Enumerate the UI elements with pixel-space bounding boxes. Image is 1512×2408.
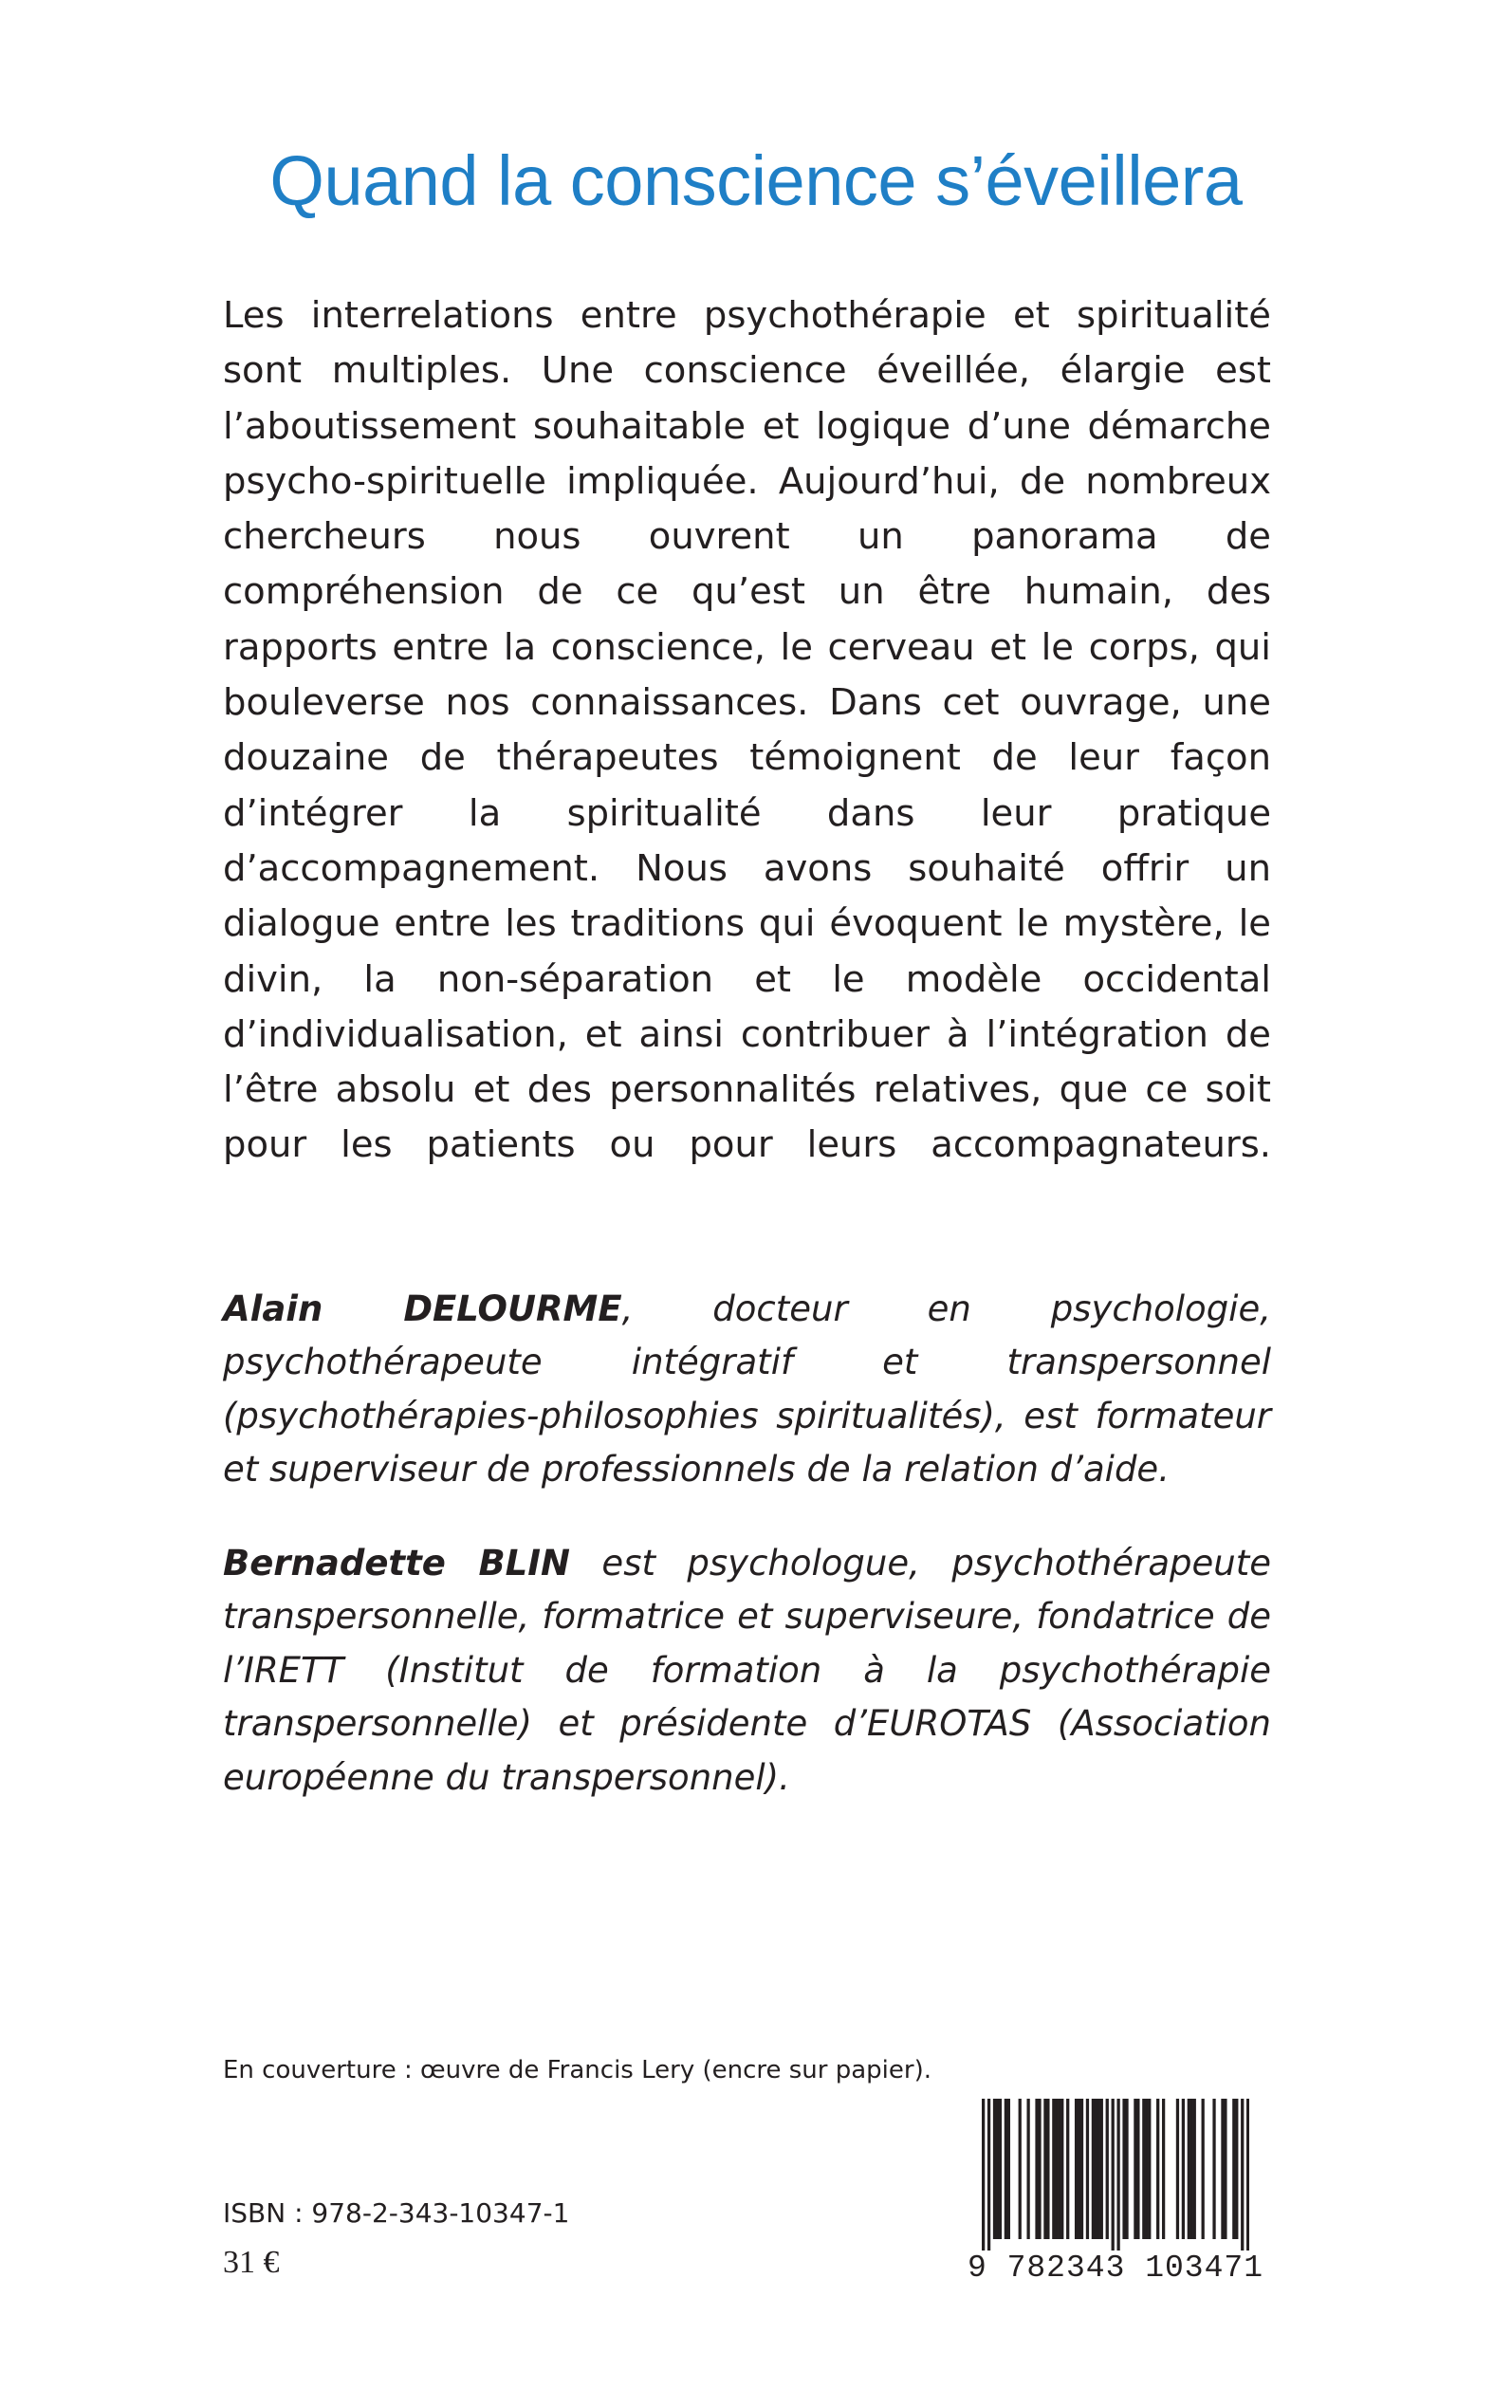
- barcode-bar: [999, 2099, 1002, 2239]
- barcode-bar: [1112, 2099, 1115, 2251]
- barcode-bar: [1092, 2099, 1095, 2239]
- barcode-bar: [1235, 2099, 1238, 2239]
- barcode-bar: [1122, 2099, 1125, 2239]
- barcode-digits: 9 782343 103471: [967, 2251, 1264, 2286]
- barcode-bar: [1005, 2099, 1007, 2239]
- barcode-bar: [1095, 2099, 1097, 2239]
- barcode-bar: [1060, 2099, 1063, 2239]
- barcode-bar: [996, 2099, 999, 2239]
- book-title: Quand la conscience s’éveillera: [269, 141, 1243, 220]
- barcode-bar: [982, 2099, 985, 2251]
- barcode-bar: [1125, 2099, 1128, 2239]
- barcode-bar: [1188, 2099, 1190, 2239]
- barcode-bar: [1080, 2099, 1083, 2239]
- isbn: ISBN : 978-2-343-10347-1: [223, 2197, 570, 2229]
- barcode-bar: [1148, 2099, 1151, 2239]
- barcode-bar: [1145, 2099, 1148, 2239]
- author-bio-text-2: est psychologue, psychothérapeute transpersonnelle, formatrice et superviseure, fondatrice de l’IRETT (Institut de formation à la psychothérapie transpersonnelle) et présidente d’EUROTAS (Association européenne du transpersonnel).: [223, 1543, 1272, 1798]
- barcode-bar: [1052, 2099, 1055, 2239]
- barcode-bar: [1212, 2099, 1215, 2239]
- price: 31 €: [223, 2245, 280, 2280]
- barcode-bar: [1058, 2099, 1060, 2239]
- barcode-bar: [1224, 2099, 1226, 2239]
- barcode-bar: [1193, 2099, 1196, 2239]
- barcode-bar: [1116, 2099, 1119, 2251]
- author-bio-2: [223, 1537, 1271, 1805]
- barcode-bar: [1097, 2099, 1100, 2239]
- barcode-bar: [1190, 2099, 1193, 2239]
- barcode-bar: [1046, 2099, 1049, 2239]
- barcode-bar: [1176, 2099, 1179, 2239]
- barcode-bar: [1232, 2099, 1235, 2239]
- barcode: [955, 2099, 1276, 2288]
- barcode-bar: [1246, 2099, 1249, 2251]
- barcode-bars: [982, 2099, 1249, 2251]
- barcode-bar: [1142, 2099, 1145, 2239]
- barcode-bar: [1019, 2099, 1022, 2239]
- author-name-1: Alain DELOURME: [223, 1288, 622, 1329]
- barcode-bar: [1221, 2099, 1224, 2239]
- barcode-bar: [1035, 2099, 1038, 2239]
- barcode-bar: [1075, 2099, 1078, 2239]
- barcode-bar: [1026, 2099, 1029, 2239]
- author-name-2: Bernadette BLIN: [223, 1543, 570, 1584]
- author-bio-1: [223, 1283, 1271, 1497]
- barcode-bar: [1007, 2099, 1010, 2239]
- author-bio-text-1: , docteur en psychologie, psychothérapeute intégratif et transpersonnel (psychothérapies-philosophies spiritualités), est formateur et superviseur de professionnels de la relation d’aide.: [223, 1288, 1271, 1491]
- barcode-bar: [993, 2099, 996, 2239]
- barcode-bar: [1136, 2099, 1139, 2239]
- barcode-bar: [987, 2099, 990, 2251]
- barcode-bar: [1078, 2099, 1080, 2239]
- barcode-bar: [1043, 2099, 1046, 2239]
- barcode-bar: [1182, 2099, 1185, 2239]
- cover-credit: En couverture : œuvre de Francis Lery (encre sur papier).: [223, 2056, 931, 2084]
- barcode-bar: [1100, 2099, 1103, 2239]
- barcode-bar: [1134, 2099, 1136, 2239]
- barcode-bar: [1162, 2099, 1165, 2239]
- barcode-bar: [1241, 2099, 1244, 2251]
- barcode-bar: [1086, 2099, 1089, 2239]
- book-summary: Les interrelations entre psychothérapie et spiritualité sont multiples. Une conscience éveillée, élargie est l’aboutissement souhaitable et logique d’une démarche psycho-spirituelle impliquée. Aujourd’hui, de nombreux chercheurs nous ouvrent un panorama de compréhension de ce qu’est un être humain, des rapports entre la conscience, le cerveau et le corps, qui bouleverse nos connaissances. Dans cet ouvrage, une douzaine de thérapeutes témoignent de leur façon d’intégrer la spiritualité dans leur pratique d’accompagnement. Nous avons souhaité offrir un dialogue entre les traditions qui évoquent le mystère, le divin, la non-séparation et le modèle occidental d’individualisation, et ainsi contribuer à l’intégration de l’être absolu et des personnalités relatives, que ce soit pour les patients ou pour leurs accompagnateurs.: [223, 294, 1271, 1167]
- barcode-bar: [1038, 2099, 1041, 2239]
- barcode-bar: [1202, 2099, 1205, 2239]
- barcode-bar: [1066, 2099, 1069, 2239]
- barcode-bar: [1156, 2099, 1159, 2239]
- barcode-bar: [1055, 2099, 1058, 2239]
- barcode-bar: [1106, 2099, 1109, 2239]
